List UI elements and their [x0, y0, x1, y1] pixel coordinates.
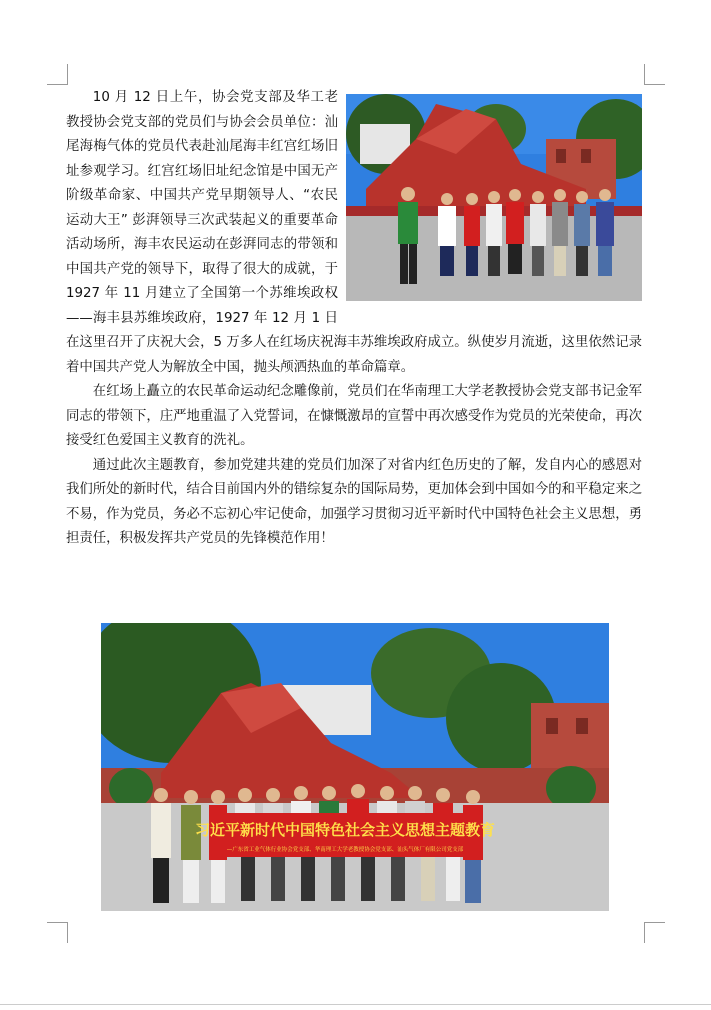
- page-corner-mark-bottom-left: [47, 922, 68, 943]
- banner-sub-text: —广东省工业气体行业协会党支部、华南理工大学老教授协会党支部、汕头气体厂有限公司党支部: [226, 847, 464, 853]
- photo-group-banner: [101, 623, 609, 911]
- paragraph-reflection: 通过此次主题教育，参加党建共建的党员们加深了对省内红色历史的了解，发自内心的感恩对我们所处的新时代，结合目前国内外的错综复杂的国际局势，更加体会到中国如今的和平稳定来之不易，作为党员，务必不忘初心牢记使命，加强学习贯彻习近平新时代中国特色社会主义思想，勇担责任，积极发挥共产党员的先锋模范作用！: [66, 457, 642, 546]
- page-corner-mark-bottom-right: [644, 922, 665, 943]
- banner-main-text: 习近平新时代中国特色社会主义思想主题教育: [194, 821, 496, 839]
- document-body: [66, 86, 642, 552]
- page-bottom-edge: [0, 1004, 711, 1005]
- photo-group-sculpture: [346, 94, 642, 301]
- page-corner-mark-top-right: [644, 64, 665, 85]
- paragraph-oath: 在红场上矗立的农民革命运动纪念雕像前，党员们在华南理工大学老教授协会党支部书记金军同志的带领下，庄严地重温了入党誓词，在慷慨激昂的宣誓中再次感受作为党员的光荣使命，再次接受红色爱国主义教育的洗礼。: [66, 384, 642, 448]
- paragraph-visit: 10 月 12 日上午，协会党支部及华工老教授协会党支部的党员们与协会会员单位：汕尾海梅气体的党员代表赴汕尾海丰红宫红场旧址参观学习。红宫红场旧址纪念馆是中国无产阶级革命家、中国共产党早期领导人、“农民运动大王” 彭湃领导三次武装起义的重要革命活动场所，海丰农民运动在彭湃同志的带领和中国共产党的领导下，取得了很大的成就，于 1927 年 11 月建立了全国第一个苏维埃政权——海丰县苏维埃政府，1927 年 12 月 1 日在这里召开了庆祝大会，5 万多人在红场庆祝海丰苏维埃政府成立。纵使岁月流逝，这里依然记录着中国共产党人为解放全中国，抛头颅洒热血的革命篇章。: [66, 90, 642, 375]
- page-corner-mark-top-left: [47, 64, 68, 85]
